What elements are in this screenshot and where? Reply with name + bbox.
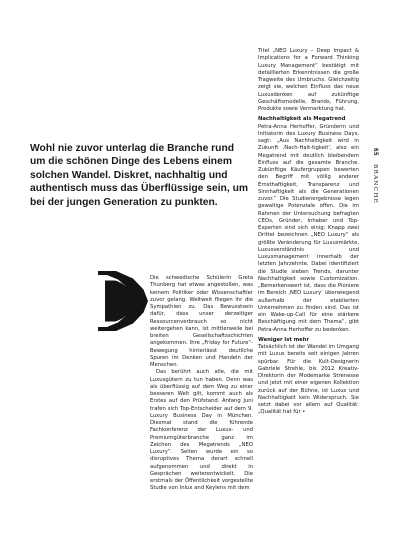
drop-cap-letter-d (98, 271, 148, 331)
page-number: 65 (372, 148, 379, 156)
subheading: Nachhaltigkeit als Megatrend (258, 116, 346, 123)
body-column-left (150, 275, 253, 493)
paragraph: Die schwedische Schülerin Greta Thunberg hat etwas angestoßen, was keinem Politiker oder Wissenschaftler zuvor gelang. Weltweit fliegen ihr die Sympathien zu. Das Bewusstsein dafür, dass unser derzeitiger Ressourcenverbrauch so nicht weitergehen kann, ist mittlerweile bei breiten Gesellschaftsschichten angekommen. Ihre „Friday for Future“-Bewegung hinterlässt deutliche Spuren im Denken und Handeln der Menschen. (150, 275, 253, 368)
paragraph: Titel „NEO Luxury – Deep Impact & Implications for a Forward Thinking Luxury Management“ bestätigt mit detaillierten Erkenntnissen die große Tragweite des Umbruchs. Gleichzeitig zeigt sie, welchen Einfluss das neue Luxusdenken auf zukünftige Geschäftsmodelle, Brands, Führung, Produkte sowie Vermarktung hat. (258, 48, 359, 112)
body-column-right (258, 48, 359, 417)
page-folio (366, 148, 385, 204)
paragraph: Das berührt auch alle, die mit Luxusgütern zu tun haben. Denn was als überflüssig auf dem Weg zu einer besseren Welt gilt, kommt auch als Erstes auf den Prüfstand. Anfang Juni trafen sich Top-Entscheider auf dem 9. Luxury Business Day in München. Diesmal stand die führende Fachkonferenz der Luxus- und Premiumgüterbranche ganz im Zeichen des Megatrends „NEO Luxury“. Selten wurde ein so disruptives Thema derart schnell aufgenommen und direkt in Gesprächen weiterentwickelt. Die erstmals der Öffentlichkeit vorgestellte Studie von Inlux and Keylens mit dem (150, 369, 253, 492)
paragraph: Tatsächlich ist der Wandel im Umgang mit Luxus bereits seit einigen Jahren spürbar. Für die Kult-Designerin Gabriele Strehle, bis 2012 Kreativ-Direktorin der Modemarke Strenesse und jetzt mit einer eigenen Kollektion zurück auf der Bühne, ist Luxus und Nachhaltigkeit kein Widerspruch. Sie setzt dabei vor allem auf Qualität: „Qualität hat für • (258, 344, 359, 416)
paragraph: Petra-Anna Herhoffer, Gründerin und Initiatorin des Luxury Business Days, sagt: „Aus Nachhaltigkeit wird in Zukunft ‚Nach-Halt-tigkeit‘, also ein Megatrend mit deutlich bleibendem Einfluss auf die gesamte Branche. Zukünftige Käufergruppen bewerten den Begriff mit völlig anderer Ernsthaftigkeit, Transparenz und Sinnhaftigkeit als die Generationen zuvor.“ Die Studienergebnisse legen gewaltige Potenziale offen. Die im Rahmen der Untersuchung befragten CEOs, Gründer, Inhaber und Top-Experten sind sich einig: Knapp zwei Drittel bezeichnen „NEO Luxury“ als größte Veränderung für Luxusmärkte, Luxusverständnis und Luxusmanagement innerhalb der letzten Jahrzehnte. Dabei identifiziert die Studie sieben Trends, darunter Nachhaltigkeit sowie Customization. „Bemerkenswert ist, dass die Pioniere im Bereich ‚NEO Luxury‘ überwiegend außerhalb der etablierten Unternehmen zu finden sind. Das ist ein Wake-up-Call für eine stärkere Beschäftigung mit dem Thema“, gibt Petra-Anna Herhoffer zu bedenken. (258, 123, 359, 333)
section-label: BRANCHE (372, 163, 378, 204)
pull-quote: Wohl nie zuvor unterlag die Branche rund um die schönen Dinge des Lebens einem solchen Wandel. Diskret, nachhaltig und authentisch muss das Überflüssige sein, um bei der jungen Generation zu punkten. (30, 143, 249, 208)
subheading: Weniger ist mehr (258, 336, 310, 343)
